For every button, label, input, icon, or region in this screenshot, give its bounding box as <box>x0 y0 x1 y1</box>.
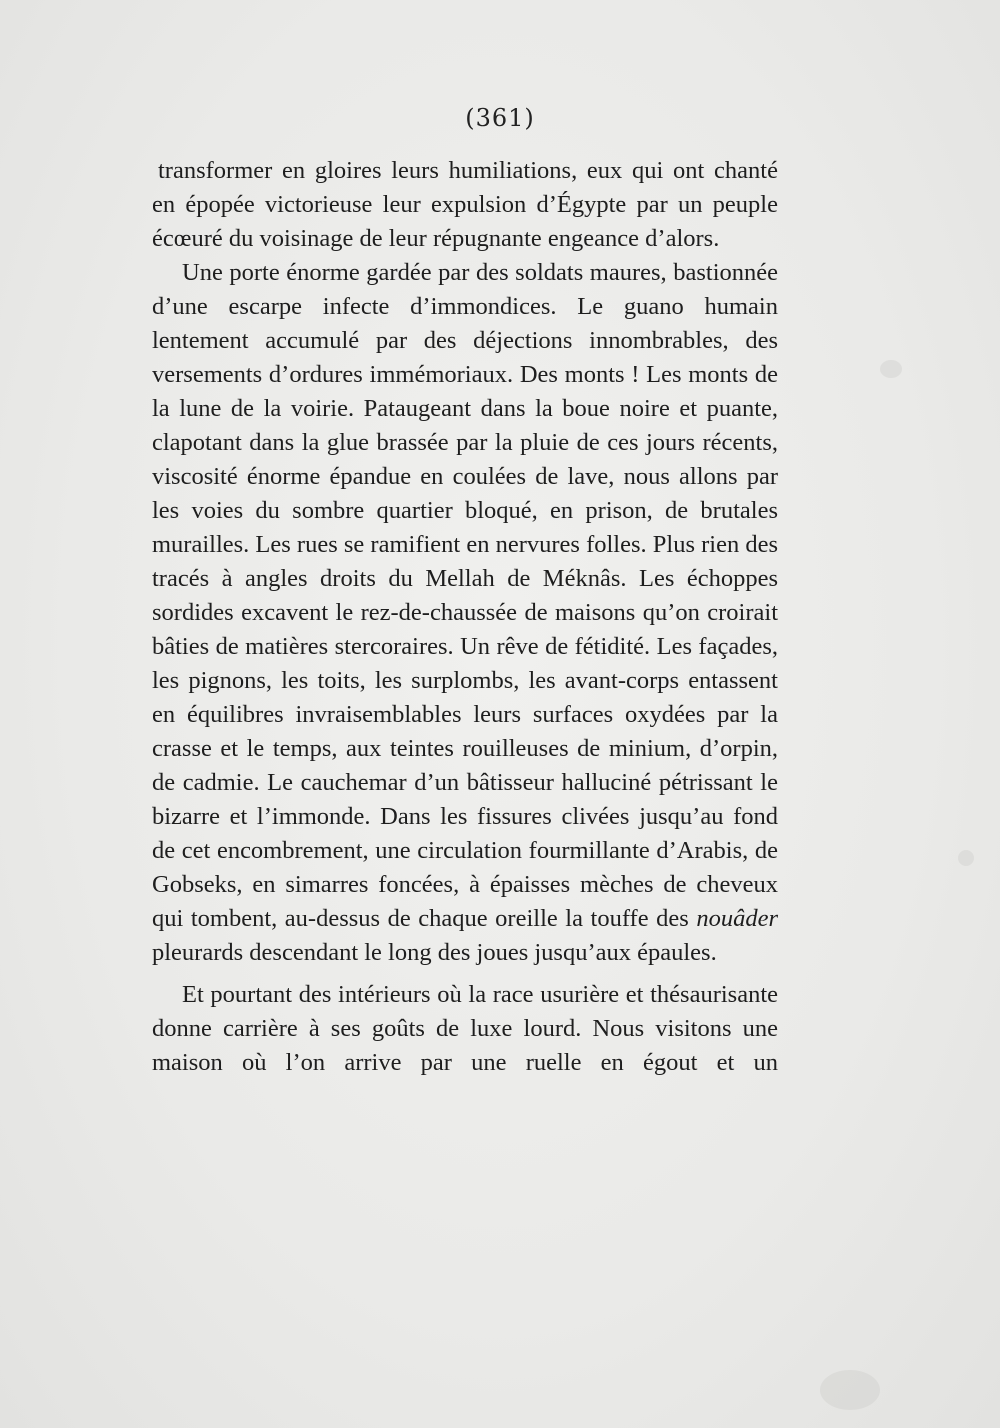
paragraph-2-text-end: pleurards descendant le long des joues jusqu’aux épaules. <box>152 939 717 966</box>
paragraph-2-text: Une porte énorme gardée par des soldats maures, bastionnée d’une escarpe infecte d’immondices. Le guano humain lentement accumulé par des déjections innombrables, des versements d’ordures immémoriaux. Des monts ! Les monts de la lune de la voirie. Pataugeant dans la boue noire et puante, clapotant dans la glue brassée par la pluie de ces jours récents, viscosité énorme épandue en coulées de lave, nous allons par les voies du sombre quartier bloqué, en prison, de brutales murailles. Les rues se ramifient en nervures folles. Plus rien des tracés à angles droits du Mellah de Méknâs. Les échoppes sordides excavent le rez-de-chaussée de maisons qu’on croirait bâties de matières stercoraires. Un rêve de fétidité. Les façades, les pignons, les toits, les surplombs, les avant-corps entassent en équilibres invraisemblables leurs surfaces oxydées par la crasse et le temps, aux teintes rouilleuses de minium, d’orpin, de cadmie. Le cauchemar d’un bâtisseur halluciné pétrissant le bizarre et l’immonde. Dans les fissures clivées jusqu’au fond de cet encombrement, une circulation fourmillante d’Arabis, de Gobseks, en simarres foncées, à épaisses mèches de cheveux qui tombent, au-dessus de chaque oreille la touffe des <box>152 259 778 932</box>
paper-stain <box>958 850 974 866</box>
page-number: (361) <box>465 104 535 132</box>
paper-stain <box>880 360 902 378</box>
paragraph-2 <box>152 256 778 970</box>
body-text <box>152 154 778 1080</box>
italic-term: nouâder <box>696 905 778 932</box>
paragraph-3: Et pourtant des intérieurs où la race usurière et thésaurisante donne carrière à ses goûts de luxe lourd. Nous visitons une maison où l’on arrive par une ruelle en égout et un <box>152 981 778 1076</box>
paragraph-1: transformer en gloires leurs humiliations, eux qui ont chanté en épopée victorieuse leur expulsion d’Égypte par un peuple écœuré du voisinage de leur répugnante engeance d’alors. <box>152 157 778 252</box>
paper-stain <box>820 1370 880 1410</box>
